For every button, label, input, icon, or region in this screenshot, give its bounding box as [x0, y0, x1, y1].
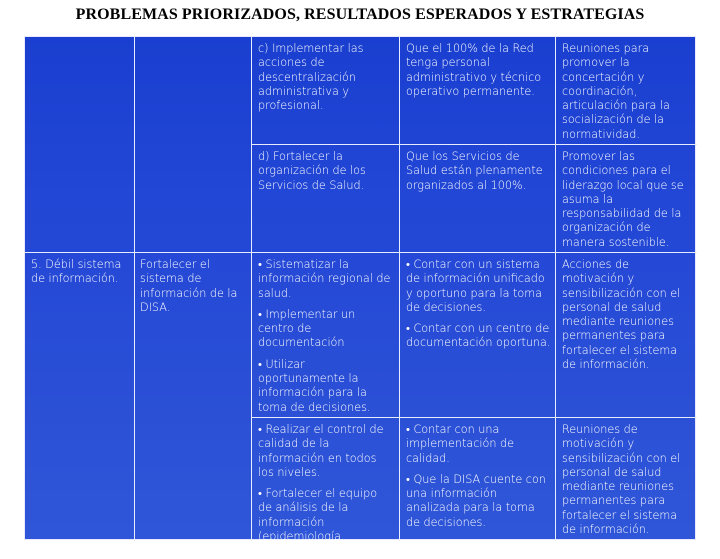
column-divider	[399, 37, 400, 541]
table-cell-result: • Contar con una implementación de calidad. • Que la DISA cuente con una información analizada para la toma de decisiones.	[406, 423, 546, 529]
table-cell-strategy: Promover las condiciones para el liderazgo local que se asuma la responsabilidad de la organización de manera sostenible.	[562, 150, 684, 249]
table-cell-action: d) Fortalecer la organización de los Servicios de Salud.	[258, 150, 366, 192]
row-divider	[251, 417, 697, 418]
column-divider	[134, 37, 135, 541]
strategy-table	[24, 36, 696, 558]
table-cell-action: • Sistematizar la información regional de salud. • Implementar un centro de documentación • Utilizar oportunamente la información para la toma de decisiones.	[258, 258, 391, 414]
table-cell-result: Que los Servicios de Salud están plenamente organizados al 100%.	[406, 150, 543, 192]
table-cell-strategy: Reuniones de motivación y sensibilización con el personal de salud mediante reuniones permanentes para fortalecer el sistema de información.	[562, 423, 681, 537]
column-divider	[251, 37, 252, 541]
table-cell-result: Que el 100% de la Red tenga personal administrativo y técnico operativo permanente.	[406, 42, 542, 98]
page-title: PROBLEMAS PRIORIZADOS, RESULTADOS ESPERADOS Y ESTRATEGIAS	[75, 6, 645, 23]
table-cell-action: • Realizar el control de calidad de la información en todos los niveles. • Fortalecer el equipo de análisis de la información (epidemiología, estadística).	[258, 423, 384, 558]
table-cell-strategy: Reuniones para promover la concertación y coordinación, articulación para la socialización de la normatividad.	[562, 42, 670, 141]
table-cell-action: c) Implementar las acciones de descentralización administrativa y profesional.	[258, 42, 364, 113]
table-cell-result: • Contar con un sistema de información unificado y oportuno para la toma de decisiones. • Contar con un centro de documentación oportuna.	[406, 258, 551, 350]
row-divider	[25, 252, 697, 253]
column-divider	[555, 37, 556, 541]
table-cell-objective: Fortalecer el sistema de información de la DISA.	[140, 258, 238, 314]
table-cell-strategy: Acciones de motivación y sensibilización con el personal de salud mediante reuniones permanentes para fortalecer el sistema de información.	[562, 258, 681, 372]
table-cell-problem: 5. Débil sistema de información.	[31, 258, 122, 286]
row-divider	[251, 144, 697, 145]
